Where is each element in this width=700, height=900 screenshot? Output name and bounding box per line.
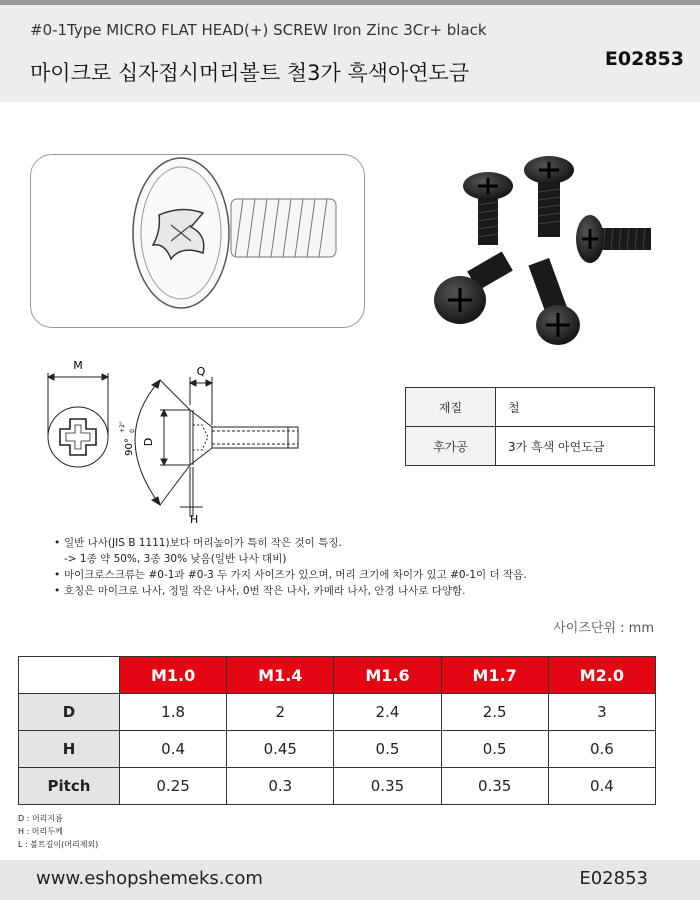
english-title: #0-1Type MICRO FLAT HEAD(+) SCREW Iron Zinc 3Cr+ black <box>30 21 487 39</box>
product-code: E02853 <box>604 48 684 70</box>
column-header: M1.6 <box>334 657 441 694</box>
column-header: M2.0 <box>548 657 655 694</box>
footer-url[interactable]: www.eshopshemeks.com <box>36 868 263 889</box>
spec-value: 3가 흑색 아연도금 <box>496 427 655 466</box>
table-row <box>406 427 655 466</box>
footer <box>0 860 700 900</box>
label-q: Q <box>196 365 206 378</box>
table-row <box>406 388 655 427</box>
footer-code: E02853 <box>579 868 648 889</box>
list-item: -> 1종 약 50%, 3종 30% 낮음(일반 나사 대비) <box>64 553 287 565</box>
table-cell: 3 <box>548 694 655 731</box>
label-angle: 90° <box>124 438 135 456</box>
spec-key: 후가공 <box>406 427 496 466</box>
size-unit-label: 사이즈단위 : mm <box>553 621 654 636</box>
column-header: M1.0 <box>120 657 227 694</box>
column-header: M1.7 <box>441 657 548 694</box>
spec-value: 철 <box>496 388 655 427</box>
technical-drawing <box>40 355 320 525</box>
table-corner <box>19 657 120 694</box>
table-cell: 0.3 <box>227 768 334 805</box>
list-item: • 마이크로스크류는 #0-1과 #0-3 두 가지 사이즈가 있으며, 머리 크기에 차이가 있고 #0-1이 더 작음. <box>58 567 527 583</box>
table-cell: 0.5 <box>441 731 548 768</box>
row-header: Pitch <box>19 768 120 805</box>
list-item: • 일반 나사(JIS B 1111)보다 머리높이가 특히 작은 것이 특징. <box>58 535 527 551</box>
table-row <box>19 768 656 805</box>
label-tol-zero: 0 <box>129 429 136 433</box>
table-cell: 0.25 <box>120 768 227 805</box>
screw-sketch-icon <box>31 155 365 328</box>
table-cell: 0.35 <box>334 768 441 805</box>
table-cell: 0.5 <box>334 731 441 768</box>
table-cell: 2.5 <box>441 694 548 731</box>
table-cell: 0.6 <box>548 731 655 768</box>
legend-item: D : 머리지름 <box>18 814 63 823</box>
header <box>0 5 700 102</box>
label-d: D <box>142 437 155 447</box>
row-header: H <box>19 731 120 768</box>
table-header-row <box>19 657 656 694</box>
table-cell: 0.35 <box>441 768 548 805</box>
table-cell: 0.4 <box>120 731 227 768</box>
list-item: • 호칭은 마이크로 나사, 정밀 작은 나사, 0번 작은 나사, 카메라 나사, 안경 나사로 다양함. <box>58 583 527 599</box>
legend <box>18 812 98 851</box>
material-spec-table <box>405 387 655 466</box>
table-row <box>19 731 656 768</box>
label-tol-plus: +2° <box>119 421 126 433</box>
screw-sketch-image <box>30 154 365 328</box>
table-cell: 2 <box>227 694 334 731</box>
legend-item: H : 머리두께 <box>18 827 63 836</box>
table-cell: 1.8 <box>120 694 227 731</box>
spec-key: 재질 <box>406 388 496 427</box>
legend-item: L : 볼트길이(머리제외) <box>18 840 99 849</box>
black-screws-icon <box>420 150 670 350</box>
row-header: D <box>19 694 120 731</box>
table-cell: 0.45 <box>227 731 334 768</box>
table-cell: 0.4 <box>548 768 655 805</box>
korean-title: 마이크로 십자접시머리볼트 철3가 흑색아연도금 <box>30 61 470 85</box>
table-row <box>19 694 656 731</box>
size-table <box>18 656 656 805</box>
label-m: M <box>73 359 83 372</box>
table-cell: 2.4 <box>334 694 441 731</box>
column-header: M1.4 <box>227 657 334 694</box>
label-h: H <box>190 513 199 525</box>
dimension-drawing <box>40 355 320 525</box>
feature-notes <box>58 535 527 599</box>
black-screws-photo <box>420 150 670 350</box>
